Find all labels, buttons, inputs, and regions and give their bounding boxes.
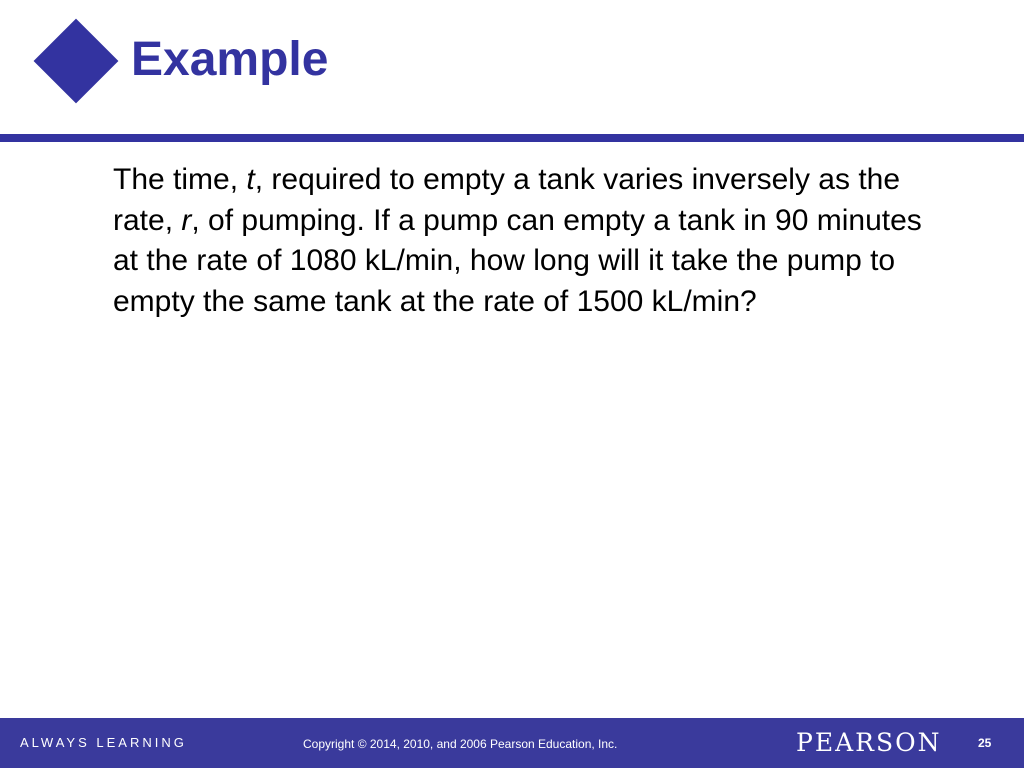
variable-r: r: [181, 203, 192, 237]
problem-text: [113, 160, 953, 322]
pearson-logo: PEARSON: [796, 728, 942, 757]
page-number: 25: [978, 736, 992, 750]
footer-bar: [0, 718, 1024, 768]
variable-t: t: [246, 163, 255, 196]
footer-copyright: Copyright © 2014, 2010, and 2006 Pearson Education, Inc.: [303, 737, 618, 751]
slide-title: Example: [131, 33, 329, 86]
title-diamond-icon: [34, 19, 119, 104]
footer-tagline: ALWAYS LEARNING: [20, 735, 187, 750]
problem-text-part1: The time,: [113, 163, 247, 196]
problem-text-part2: , required to empty a tank varies inversely as the rate,: [113, 163, 901, 237]
problem-text-part3: , of pumping. If a pump can empty a tank in 90 minutes at the rate of 1080 kL/min, how long will it take the pump to empty the same tank at the rate of 1500 kL/min?: [113, 203, 922, 318]
title-divider: [0, 134, 1024, 142]
